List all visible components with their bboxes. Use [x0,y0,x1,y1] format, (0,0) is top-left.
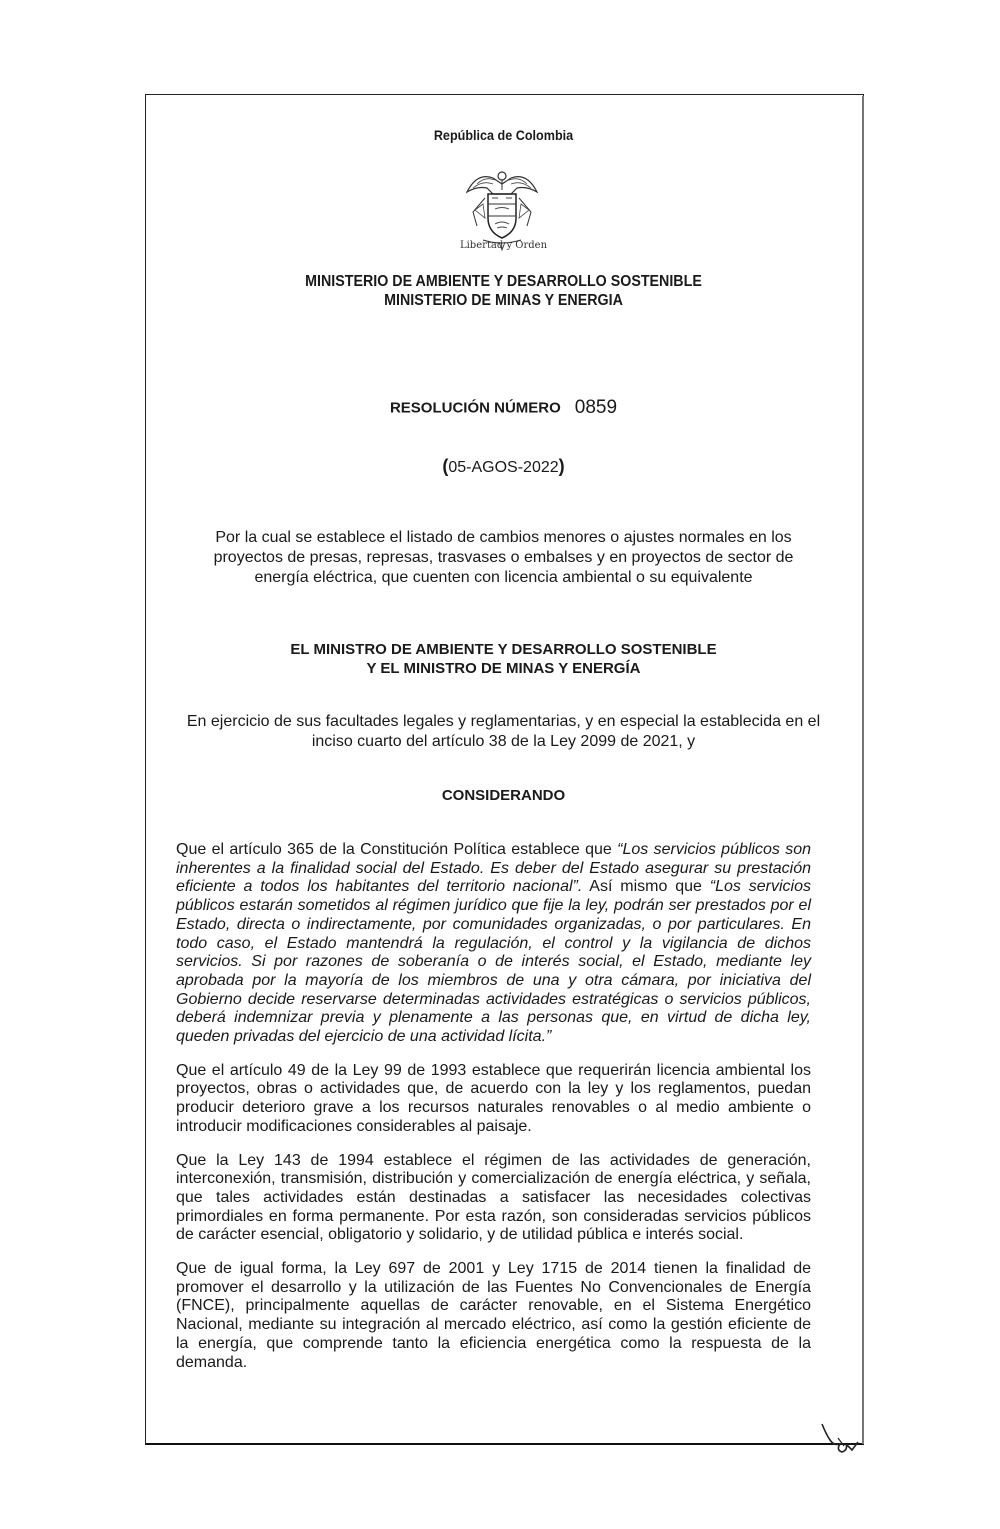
paragraph-article-365 [176,841,811,1047]
p1-quote-2: “Los servicios públicos estarán sometidos al régimen jurídico que fije la ley, podrán ser prestados por el Estado, directa o indirectamente, por comunidades organizadas, o por particulares. En todo caso, el Estado mantendrá la regulación, el control y la vigilancia de dichos servicios. Si por razones de soberanía o de interés social, el Estado, mediante ley aprobada por la mayoría de los miembros de una y otra cámara, por iniciativa del Gobierno decide reservarse determinadas actividades estratégicas o servicios públicos, deberá indemnizar previa y plenamente a las personas que, en virtud de dicha ley, queden privadas del ejercicio de una actividad lícita.” [176,878,811,1046]
handwritten-initials-icon [818,1420,864,1456]
resolution-number-line [145,397,862,419]
date-open-bracket: ( [442,456,449,476]
paragraph-law-143: Que la Ley 143 de 1994 establece el régimen de las actividades de generación, interconexión, transmisión, distribución y comercialización de energía eléctrica, y señala, que tales actividades están destinadas a satisfacer las necesidades colectivas primordiales en forma permanente. Por esta razón, son consideradas servicios públicos de carácter esencial, obligatorio y solidario, y de utilidad pública e interés social. [176,1151,811,1244]
resolution-number: 0859 [574,397,618,418]
motto: Libertad y Orden [459,240,548,251]
ministry-mines: MINISTERIO DE MINAS Y ENERGIA [384,292,623,309]
resolution-date-line [145,456,862,477]
considering-heading: CONSIDERANDO [441,787,566,804]
republic-heading: República de Colombia [433,127,574,143]
ministry-environment: MINISTERIO DE AMBIENTE Y DESARROLLO SOSTENIBLE [305,273,702,290]
signers [145,640,862,678]
paragraph-law-99: Que el artículo 49 de la Ley 99 de 1993 establece que requerirán licencia ambiental los proyectos, obras o actividades que, de acuerdo con la ley y los reglamentos, puedan producir deterioro grave a los recursos naturales renovables o al medio ambiente o introducir modificaciones considerables al paisaje. [176,1061,811,1135]
issuing-ministries [174,272,834,310]
coat-of-arms-icon [463,162,541,252]
legal-powers: En ejercicio de sus facultades legales y reglamentarias, y en especial la establecida en el inciso cuarto del artículo 38 de la Ley 2099 de 2021, y [186,713,821,750]
signer-mines: Y EL MINISTRO DE MINAS Y ENERGÍA [366,660,641,677]
paragraph-law-697: Que de igual forma, la Ley 697 de 2001 y Ley 1715 de 2014 tienen la finalidad de promover el desarrollo y la utilización de las Fuentes No Convencionales de Energía (FNCE), principalmente aquellas de carácter renovable, en el Sistema Energético Nacional, mediante su integración al mercado eléctrico, así como la gestión eficiente de la energía, que comprende tanto la eficiencia energética como la respuesta de la demanda. [176,1260,811,1371]
p1-quote-1: “Los servicios públicos son inherentes a la finalidad social del Estado. Es deber del Estado asegurar su prestación eficiente a todos los habitantes del territorio nacional”. [176,841,811,896]
resolution-date: 05-AGOS-2022 [448,459,559,476]
date-close-bracket: ) [558,456,565,476]
p1-intro: Que el artículo 365 de la Constitución Política establece que [176,841,618,858]
p1-connector: Así mismo que [582,878,710,896]
page-border-shadow [862,96,864,1444]
resolution-subject: Por la cual se establece el listado de cambios menores o ajustes normales en los proyectos de presas, represas, trasvases o embalses y en proyectos de sector de energía eléctrica, que cuenten con licencia ambiental o su equivalente [213,529,794,586]
resolution-label: RESOLUCIÓN NÚMERO [389,399,561,417]
signer-environment: EL MINISTRO DE AMBIENTE Y DESARROLLO SOSTENIBLE [290,641,717,658]
considerations-body [176,841,811,1387]
